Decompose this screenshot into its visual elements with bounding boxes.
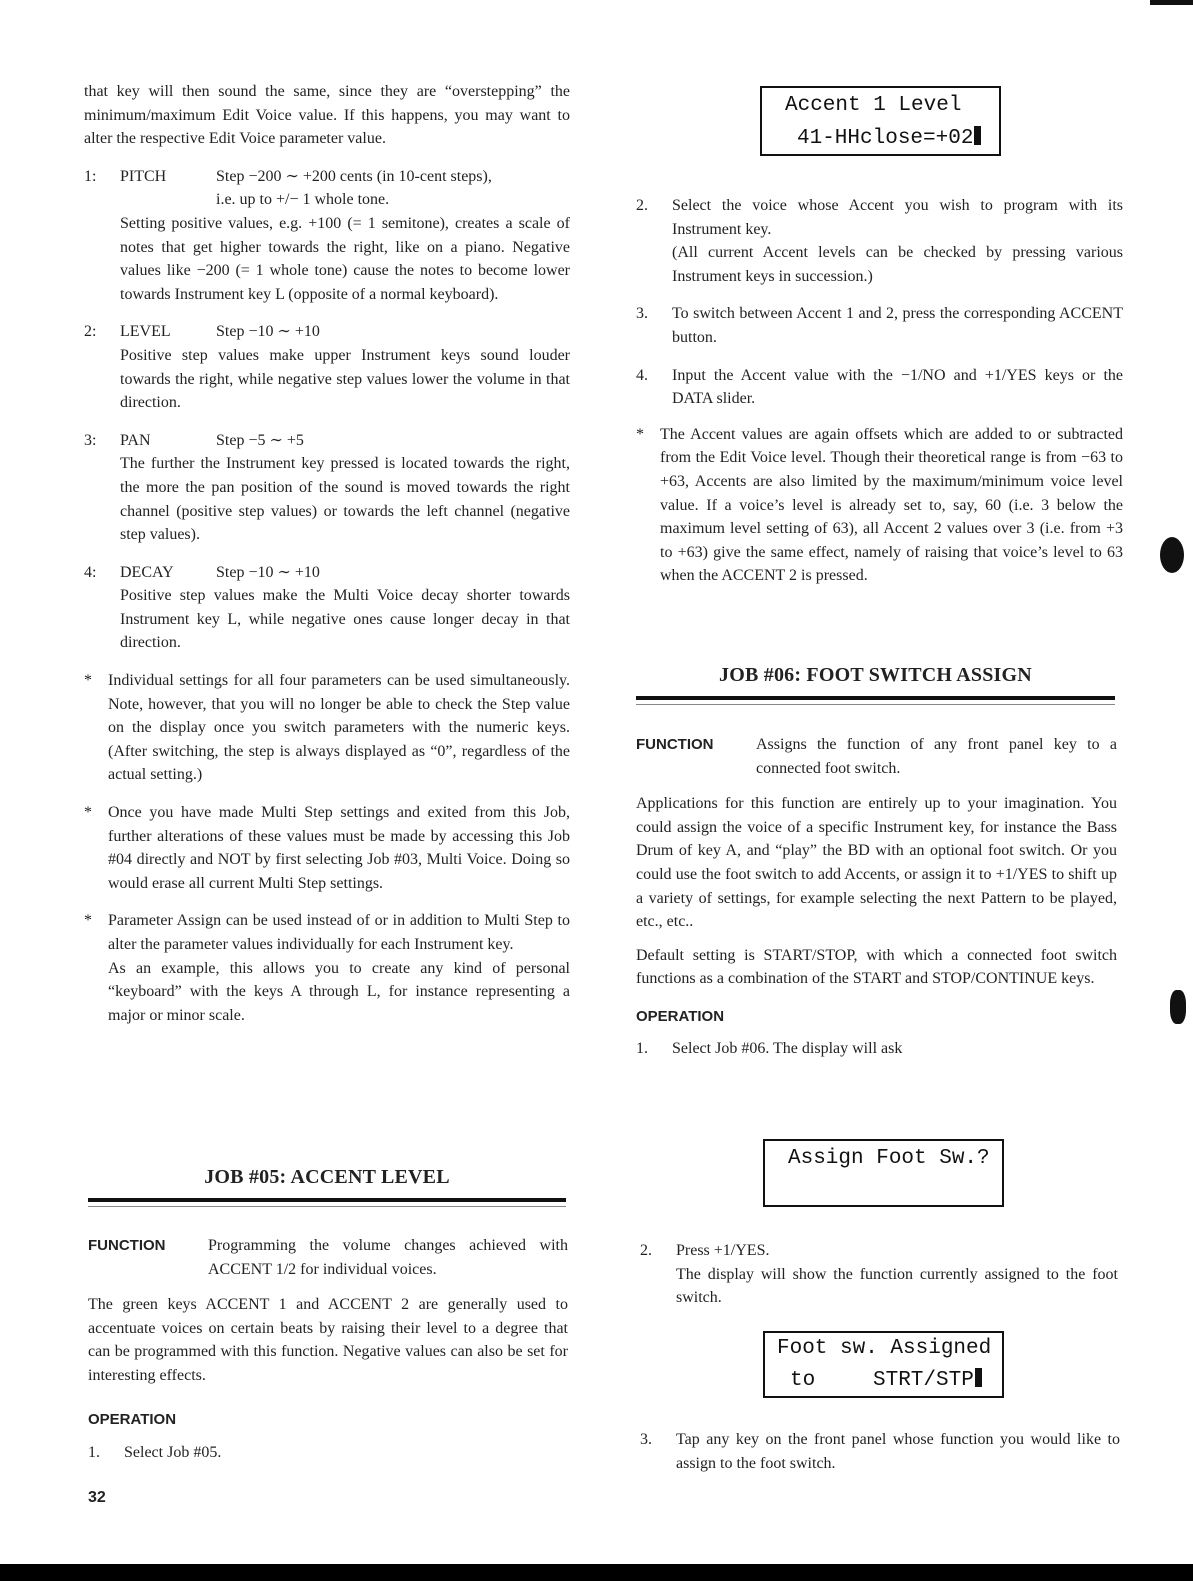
step-number: 2. bbox=[636, 197, 648, 214]
note-item bbox=[636, 423, 1123, 588]
step-text: Select the voice whose Accent you wish to program with its Instrument key. bbox=[672, 197, 1123, 238]
step-number: 4. bbox=[636, 366, 648, 384]
note-item bbox=[84, 669, 570, 787]
note-asterisk: * bbox=[84, 804, 92, 822]
param-description: Positive step values make the Multi Voice decay shorter towards Instrument key L, while negative ones cause longer decay in that direction. bbox=[120, 587, 570, 652]
step-number: 1. bbox=[636, 1039, 648, 1057]
section-heading: JOB #06: FOOT SWITCH ASSIGN bbox=[719, 664, 1032, 686]
right-column bbox=[636, 194, 1123, 588]
param-step-detail: i.e. up to +/− 1 whole tone. bbox=[216, 191, 390, 209]
param-name: PITCH bbox=[120, 167, 167, 185]
note-asterisk: * bbox=[84, 672, 92, 690]
note-text: Parameter Assign can be used instead of or in addition to Multi Step to alter the parameter values individually for each Instrument key. bbox=[108, 912, 570, 953]
param-number: 2: bbox=[84, 323, 97, 341]
scan-blot bbox=[1170, 990, 1186, 1024]
step-number: 3. bbox=[636, 305, 648, 323]
note-item bbox=[84, 909, 570, 1027]
function-text: Programming the volume changes achieved with ACCENT 1/2 for individual voices. bbox=[208, 1237, 568, 1278]
job06-body bbox=[636, 733, 1117, 1060]
lcd-cursor-block bbox=[975, 1368, 982, 1387]
lcd-display-accent bbox=[760, 86, 1001, 156]
param-step: Step −10 ∼ +10 bbox=[216, 563, 320, 581]
operation-step bbox=[640, 1239, 1118, 1310]
page-number: 32 bbox=[88, 1489, 106, 1506]
param-decay bbox=[84, 561, 570, 655]
param-description: The further the Instrument key pressed is located towards the right, the more the pan position of the sound is moved towards the right channel (positive step values) or towards the left channel (negative step values). bbox=[120, 455, 570, 544]
param-name: LEVEL bbox=[120, 323, 171, 341]
step-text: To switch between Accent 1 and 2, press the corresponding ACCENT button. bbox=[672, 305, 1123, 346]
job06-paragraph-2: Default setting is START/STOP, with which a connected foot switch functions as a combination of the START and STOP/CONTINUE keys. bbox=[636, 946, 1117, 988]
lcd-line-1: Accent 1 Level bbox=[785, 94, 962, 117]
heading-rule-thin bbox=[88, 1206, 566, 1207]
note-asterisk: * bbox=[636, 425, 644, 443]
bottom-edge-bar bbox=[0, 1564, 1193, 1581]
section-heading: JOB #05: ACCENT LEVEL bbox=[204, 1166, 450, 1188]
step-text: Press +1/YES. bbox=[676, 1242, 770, 1259]
operation-step bbox=[640, 1428, 1120, 1475]
param-number: 3: bbox=[84, 431, 97, 449]
step-text: Select Job #05. bbox=[124, 1444, 222, 1462]
param-pitch bbox=[84, 165, 570, 307]
operation-label: OPERATION bbox=[88, 1410, 177, 1428]
intro-paragraph: that key will then sound the same, since they are “overstepping” the minimum/maximum Edit Voice value. If this happens, you may want to alter the respective Edit Voice parameter value. bbox=[84, 83, 570, 148]
job06-paragraph-1: Applications for this function are entirely up to your imagination. You could assign the voice of a specific Instrument key, for instance the Bass Drum of key A, and “play” the BD with an optional foot switch. Or you could use the foot switch to add Accents, or assign it to +1/YES to shift up a variety of settings, for example selecting the next Pattern to be played, etc., etc.. bbox=[636, 795, 1117, 931]
lcd-display-assign bbox=[763, 1139, 1004, 1207]
lcd-line-2: 41-HHclose=+02 bbox=[797, 127, 974, 150]
function-row bbox=[636, 733, 1117, 780]
lcd-cursor-block bbox=[974, 126, 981, 145]
job05-body bbox=[88, 1234, 568, 1465]
step-number: 2. bbox=[640, 1242, 652, 1259]
step-text: Tap any key on the front panel whose function you would like to assign to the foot switch. bbox=[676, 1431, 1120, 1472]
operation-step bbox=[636, 364, 1123, 411]
function-label: FUNCTION bbox=[636, 736, 714, 753]
step-text-continued: (All current Accent levels can be checked by pressing various Instrument keys in succession.) bbox=[672, 244, 1123, 285]
note-text: Once you have made Multi Step settings and exited from this Job, further alterations of these values must be made by accessing this Job #04 directly and NOT by first selecting Job #03, Multi Voice. Doing so would erase all current Multi Step settings. bbox=[108, 804, 570, 892]
step-number: 1. bbox=[88, 1444, 100, 1462]
param-number: 1: bbox=[84, 167, 97, 185]
heading-rule-thin bbox=[636, 704, 1115, 705]
param-step: Step −10 ∼ +10 bbox=[216, 323, 320, 341]
function-label: FUNCTION bbox=[88, 1237, 166, 1254]
param-description: Setting positive values, e.g. +100 (= 1 semitone), creates a scale of notes that get higher towards the right, like on a piano. Negative values like −200 (= 1 whole tone) cause the notes to become lower towards Instrument key L (opposite of a normal keyboard). bbox=[120, 214, 570, 303]
param-name: PAN bbox=[120, 431, 151, 449]
note-text: The Accent values are again offsets which are added to or subtracted from the Edit Voice level. Though their theoretical range is from −63 to +63, Accents are also limited by the maximum/minimum voice level value. If a voice’s level is already set to, say, 60 (i.e. 3 below the maximum level setting of 63), all Accent 2 values over 3 (i.e. from +3 to +63) give the same effect, namely of raising that voice’s level to 63 when the ACCENT 2 is pressed. bbox=[660, 425, 1123, 585]
operation-label: OPERATION bbox=[636, 1007, 725, 1025]
job06-step2 bbox=[640, 1239, 1118, 1310]
lcd-line-1: Assign Foot Sw.? bbox=[788, 1147, 990, 1170]
step-text-continued: The display will show the function currently assigned to the foot switch. bbox=[676, 1265, 1118, 1307]
function-text: Assigns the function of any front panel key to a connected foot switch. bbox=[756, 736, 1117, 777]
scan-blot bbox=[1160, 537, 1184, 573]
note-asterisk: * bbox=[84, 912, 92, 930]
operation-step bbox=[636, 302, 1123, 349]
note-item bbox=[84, 801, 570, 895]
param-number: 4: bbox=[84, 563, 97, 581]
operation-step bbox=[88, 1441, 568, 1465]
param-level bbox=[84, 320, 570, 414]
job06-step3 bbox=[640, 1428, 1120, 1475]
param-pan bbox=[84, 429, 570, 547]
param-description: Positive step values make upper Instrument keys sound louder towards the right, while negative step values lower the volume in that direction. bbox=[120, 346, 570, 412]
function-row bbox=[88, 1234, 568, 1281]
note-text: Individual settings for all four parameters can be used simultaneously. Note, however, that you will no longer be able to check the Step value on the display once you switch parameters with the numeric keys. (After switching, the step is always displayed as “0”, regardless of the actual setting.) bbox=[108, 672, 570, 784]
left-column bbox=[84, 80, 570, 1027]
param-step: Step −200 ∼ +200 cents (in 10-cent steps), bbox=[216, 167, 492, 185]
heading-rule bbox=[636, 696, 1115, 700]
note-text-continued: As an example, this allows you to create any kind of personal “keyboard” with the keys A through L, for instance representing a major or minor scale. bbox=[108, 959, 570, 1024]
step-text: Input the Accent value with the −1/NO and +1/YES keys or the DATA slider. bbox=[672, 366, 1123, 408]
edge-mark bbox=[1150, 0, 1193, 5]
job06-section-header bbox=[636, 664, 1115, 705]
operation-step bbox=[636, 194, 1123, 288]
param-name: DECAY bbox=[120, 563, 174, 581]
heading-rule bbox=[88, 1198, 566, 1202]
step-text: Select Job #06. The display will ask bbox=[672, 1039, 903, 1057]
step-number: 3. bbox=[640, 1431, 652, 1448]
lcd-display-foot bbox=[763, 1331, 1004, 1398]
operation-step bbox=[636, 1037, 1117, 1061]
lcd-line-2-prefix: to bbox=[790, 1369, 816, 1392]
lcd-line-1: Foot sw. Assigned bbox=[777, 1337, 992, 1360]
job05-paragraph: The green keys ACCENT 1 and ACCENT 2 are generally used to accentuate voices on certain beats by raising their level to a degree that can be programmed with this function. Negative values can also be set for interesting effects. bbox=[88, 1296, 568, 1384]
lcd-line-2-value: STRT/STP bbox=[873, 1369, 974, 1392]
job05-section-header bbox=[88, 1166, 566, 1207]
param-step: Step −5 ∼ +5 bbox=[216, 431, 304, 449]
